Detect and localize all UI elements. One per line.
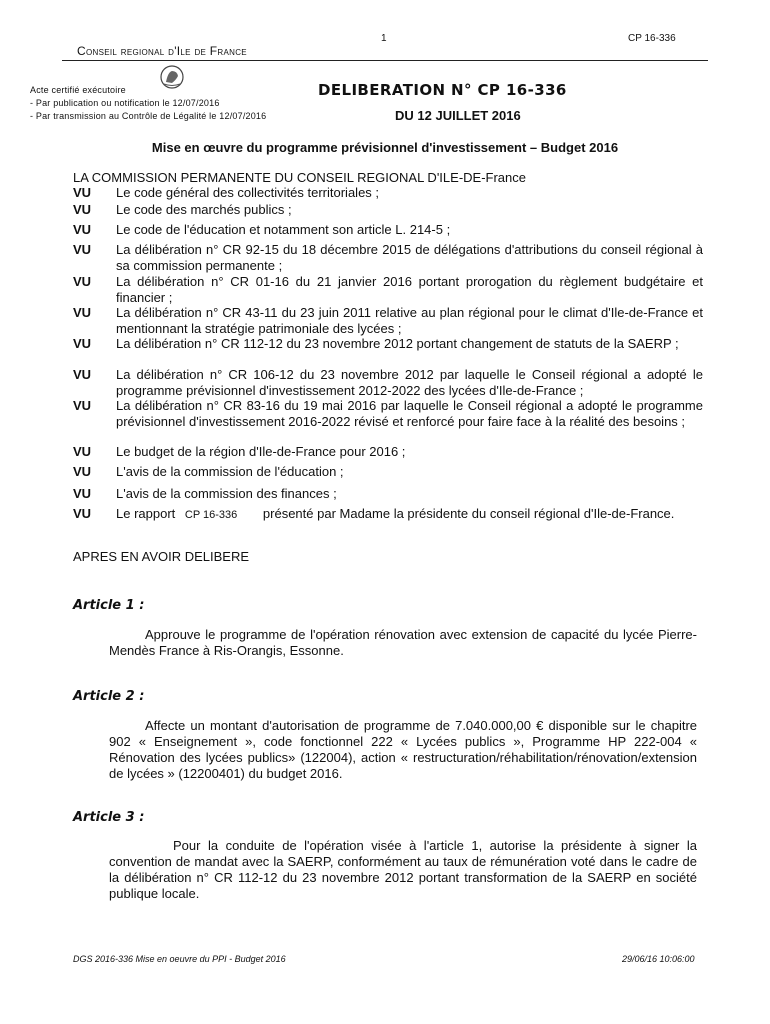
article-2-text: Affecte un montant d'autorisation de programme de 7.040.000,00 € disponible sur le chapitre 902 « Enseignement », code fonctionnel 222 « Lycées publics », Programme HP 222-004 « Rénovation des lycées publics» (122004), action « restructuration/réhabilitation/rénovation/extension de lycées » (12200401) du budget 2016. (109, 718, 697, 781)
article-3-body (109, 838, 697, 902)
deliberation-subject: Mise en œuvre du programme prévisionnel d'investissement – Budget 2016 (151, 140, 619, 155)
article-2-title: Article 2 : (73, 689, 145, 704)
vu-item (73, 305, 703, 337)
commission-heading: LA COMMISSION PERMANENTE DU CONSEIL REGIONAL D'ILE-DE-France (73, 170, 526, 185)
vu-text: Le budget de la région d'Ile-de-France pour 2016 ; (116, 444, 406, 459)
vu-label: VU (73, 506, 92, 521)
vu-text: La délibération n° CR 106-12 du 23 novembre 2012 par laquelle le Conseil régional a adopté le programme prévisionnel d'investissement 2012-2022 des lycées d'Ile-de-France ; (116, 367, 703, 398)
vu-label: VU (73, 367, 92, 382)
vu-item (73, 486, 703, 502)
vu-text: La délibération n° CR 112-12 du 23 novembre 2012 portant changement de statuts de la SAERP ; (116, 336, 679, 351)
vu-label: VU (73, 444, 92, 459)
vu-text: L'avis de la commission des finances ; (116, 486, 337, 501)
vu-item (73, 336, 703, 352)
article-1-body (109, 627, 697, 659)
header-divider (62, 60, 708, 61)
vu-label: VU (73, 185, 92, 200)
vu-text: La délibération n° CR 83-16 du 19 mai 2016 par laquelle le Conseil régional a adopté le programme prévisionnel d'investissement 2016-2022 révisé et renforcé pour faire face à la réalité des besoins ; (116, 398, 703, 429)
vu-label: VU (73, 398, 92, 413)
stamp-line-publication: - Par publication ou notification le 12/07/2016 (30, 98, 220, 108)
marianne-seal-icon (155, 64, 189, 90)
vu-text: Le code des marchés publics ; (116, 202, 292, 217)
apres-deliberation: APRES EN AVOIR DELIBERE (73, 549, 250, 564)
vu-item (73, 444, 703, 460)
article-3-text: Pour la conduite de l'opération visée à l'article 1, autorise la présidente à signer la convention de mandat avec la SAERP, conformément au taux de rémunération voté dans le cadre de la délibération n° CR 112-12 du 23 novembre 2012 portant transformation de la SAERP en société publique locale. (109, 838, 697, 901)
stamp-line-certified: Acte certifié exécutoire (30, 85, 126, 95)
rapport-reference: CP 16-336 (184, 509, 238, 521)
vu-text: L'avis de la commission de l'éducation ; (116, 464, 344, 479)
page-number: 1 (381, 33, 387, 44)
vu-text: Le code général des collectivités territoriales ; (116, 185, 380, 200)
vu-item (73, 242, 703, 274)
footer-timestamp: 29/06/16 10:06:00 (622, 954, 695, 964)
vu-label: VU (73, 202, 92, 217)
article-2-body (109, 718, 697, 782)
stamp-line-transmission: - Par transmission au Contrôle de Légalité le 12/07/2016 (30, 111, 267, 121)
vu-item (73, 222, 703, 238)
vu-text (116, 506, 703, 523)
vu-text: La délibération n° CR 43-11 du 23 juin 2011 relative au plan régional pour le climat d'Ile-de-France et mentionnant la stratégie patrimoniale des lycées ; (116, 305, 703, 336)
vu-item (73, 202, 703, 218)
rapport-prefix: Le rapport (116, 506, 176, 521)
vu-item (73, 367, 703, 399)
vu-label: VU (73, 222, 92, 237)
vu-item (73, 464, 703, 480)
organization-name: Conseil regional d'Ile de France (77, 44, 247, 58)
vu-item (73, 185, 703, 201)
vu-label: VU (73, 336, 92, 351)
footer-document-ref: DGS 2016-336 Mise en oeuvre du PPI - Budget 2016 (73, 954, 286, 964)
vu-item (73, 398, 703, 430)
vu-text: Le code de l'éducation et notamment son article L. 214-5 ; (116, 222, 451, 237)
vu-label: VU (73, 486, 92, 501)
article-3-title: Article 3 : (73, 810, 145, 825)
deliberation-date: DU 12 JUILLET 2016 (395, 108, 521, 123)
article-1-title: Article 1 : (73, 598, 145, 613)
vu-item (73, 274, 703, 306)
deliberation-title: DELIBERATION N° CP 16-336 (318, 81, 567, 99)
vu-item-rapport (73, 506, 703, 523)
vu-label: VU (73, 464, 92, 479)
vu-label: VU (73, 305, 92, 320)
header-reference: CP 16-336 (628, 33, 676, 44)
vu-text: La délibération n° CR 92-15 du 18 décembre 2015 de délégations d'attributions du conseil régional à sa commission permanente ; (116, 242, 703, 273)
vu-label: VU (73, 274, 92, 289)
rapport-suffix: présenté par Madame la présidente du conseil régional d'Ile-de-France. (262, 506, 675, 521)
vu-label: VU (73, 242, 92, 257)
vu-text: La délibération n° CR 01-16 du 21 janvier 2016 portant prorogation du règlement budgétaire et financier ; (116, 274, 703, 305)
article-1-text: Approuve le programme de l'opération rénovation avec extension de capacité du lycée Pierre-Mendès France à Ris-Orangis, Essonne. (109, 627, 697, 658)
